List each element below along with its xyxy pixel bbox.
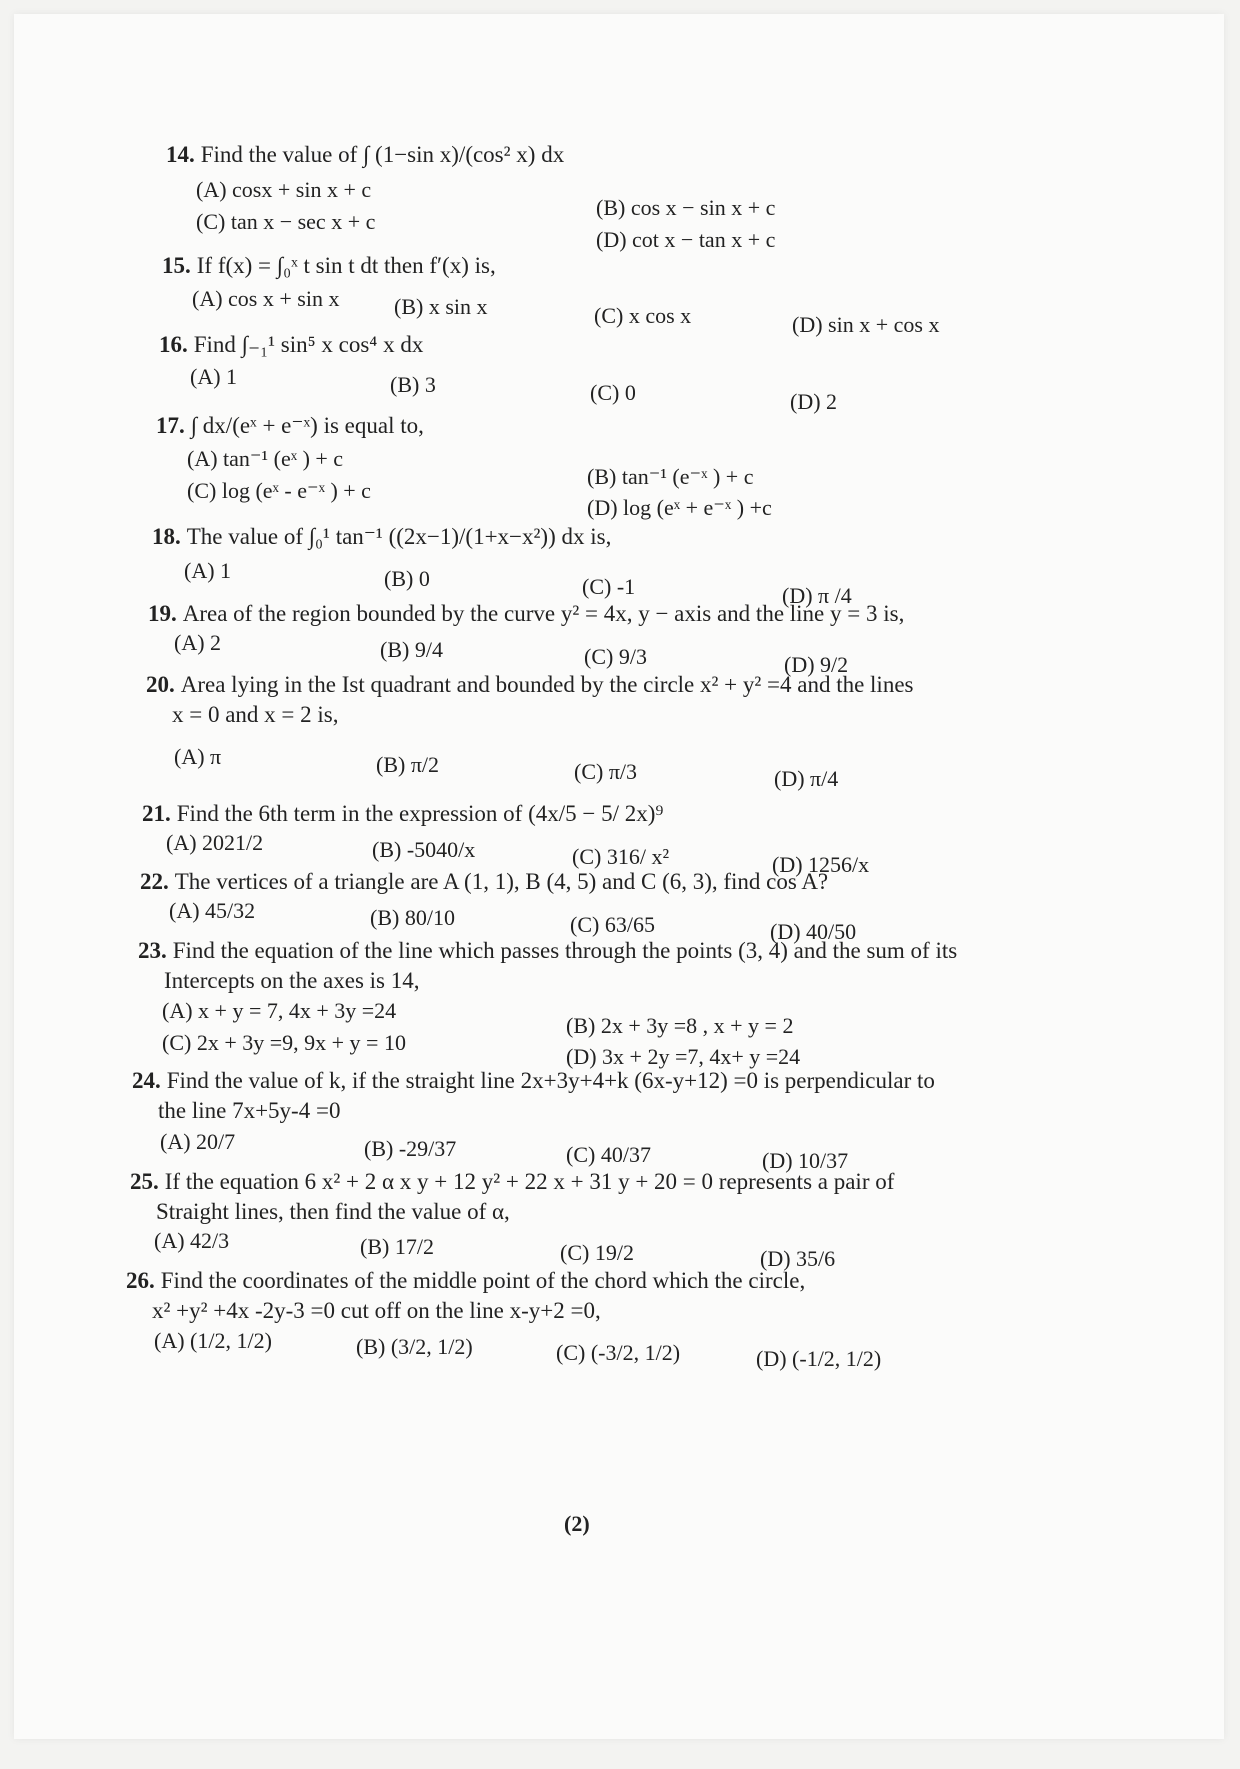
option-c: (C) 63/65 bbox=[570, 912, 655, 937]
question-number: 26. bbox=[126, 1268, 155, 1293]
question-16 bbox=[159, 330, 423, 360]
option-b: (B) -29/37 bbox=[364, 1136, 457, 1161]
exam-page bbox=[14, 14, 1224, 1739]
option-b: (B) π/2 bbox=[376, 752, 440, 777]
question-stem: If f(x) = ∫₀ˣ t sin t dt then f′(x) is, bbox=[196, 253, 496, 278]
option-d: (D) 3x + 2y =7, 4x+ y =24 bbox=[566, 1044, 801, 1069]
option-d: (D) 35/6 bbox=[760, 1246, 836, 1271]
question-24 bbox=[132, 1066, 935, 1126]
option-a: (A) tan⁻¹ (eˣ ) + c bbox=[187, 446, 344, 471]
option-c: (C) tan x − sec x + c bbox=[196, 209, 376, 234]
option-d: (D) sin x + cos x bbox=[792, 312, 940, 337]
option-a: (A) 2021/2 bbox=[166, 830, 264, 855]
page-number: (2) bbox=[564, 1511, 590, 1536]
question-number: 15. bbox=[162, 253, 191, 278]
option-b: (B) x sin x bbox=[394, 294, 488, 319]
question-stem: ∫ dx/(eˣ + e⁻ˣ) is equal to, bbox=[190, 413, 424, 438]
question-stem: Find the value of ∫ (1−sin x)/(cos² x) dx bbox=[200, 142, 565, 167]
question-number: 23. bbox=[138, 938, 167, 963]
question-number: 18. bbox=[152, 524, 181, 549]
option-c: (C) 9/3 bbox=[584, 644, 647, 669]
option-c: (C) (-3/2, 1/2) bbox=[556, 1340, 681, 1365]
option-d: (D) 40/50 bbox=[770, 919, 857, 944]
question-stem: Area of the region bounded by the curve y² = 4x, y − axis and the line y = 3 is, bbox=[182, 601, 905, 626]
question-17 bbox=[156, 411, 424, 441]
question-22 bbox=[140, 867, 828, 897]
option-d: (D) (-1/2, 1/2) bbox=[756, 1346, 882, 1371]
option-c: (C) -1 bbox=[582, 574, 636, 599]
question-stem: The vertices of a triangle are A (1, 1), B (4, 5) and C (6, 3), find cos A? bbox=[174, 869, 829, 894]
option-a: (A) 20/7 bbox=[160, 1129, 236, 1154]
option-a: (A) 1 bbox=[184, 558, 232, 583]
question-25 bbox=[130, 1167, 894, 1227]
option-a: (A) 2 bbox=[174, 630, 222, 655]
option-d: (D) 9/2 bbox=[784, 652, 849, 677]
option-a: (A) x + y = 7, 4x + 3y =24 bbox=[162, 998, 397, 1023]
question-stem: Area lying in the Ist quadrant and bounded by the circle x² + y² =4 and the lines bbox=[180, 672, 914, 697]
question-23 bbox=[138, 936, 957, 996]
option-a: (A) 1 bbox=[190, 364, 238, 389]
question-number: 14. bbox=[166, 142, 195, 167]
question-14 bbox=[166, 140, 564, 170]
question-stem: Find the 6th term in the expression of (4x/5 − 5/ 2x)⁹ bbox=[176, 801, 664, 826]
option-d: (D) log (eˣ + e⁻ˣ ) +c bbox=[587, 495, 772, 520]
question-stem: Find the coordinates of the middle point of the chord which the circle, bbox=[160, 1268, 806, 1293]
option-c: (C) π/3 bbox=[574, 759, 638, 784]
question-20 bbox=[146, 670, 913, 730]
question-stem: If the equation 6 x² + 2 α x y + 12 y² + 22 x + 31 y + 20 = 0 represents a pair of bbox=[164, 1169, 895, 1194]
option-b: (B) 17/2 bbox=[360, 1234, 434, 1259]
option-c: (C) 2x + 3y =9, 9x + y = 10 bbox=[162, 1030, 406, 1055]
question-number: 19. bbox=[148, 601, 177, 626]
question-26 bbox=[126, 1266, 805, 1326]
question-number: 17. bbox=[156, 413, 185, 438]
option-b: (B) (3/2, 1/2) bbox=[356, 1334, 473, 1359]
option-c: (C) x cos x bbox=[594, 303, 692, 328]
option-d: (D) 2 bbox=[790, 389, 838, 414]
question-stem-continued: Intercepts on the axes is 14, bbox=[164, 968, 420, 993]
question-stem-continued: x² +y² +4x -2y-3 =0 cut off on the line x-y+2 =0, bbox=[152, 1298, 601, 1323]
question-number: 21. bbox=[142, 801, 171, 826]
question-number: 24. bbox=[132, 1068, 161, 1093]
question-stem-continued: x = 0 and x = 2 is, bbox=[172, 702, 339, 727]
question-stem: Find ∫₋₁¹ sin⁵ x cos⁴ x dx bbox=[193, 332, 424, 357]
question-stem: The value of ∫₀¹ tan⁻¹ ((2x−1)/(1+x−x²)) dx is, bbox=[186, 524, 612, 549]
question-18 bbox=[152, 522, 611, 552]
option-b: (B) 0 bbox=[384, 566, 430, 591]
option-b: (B) 9/4 bbox=[380, 637, 443, 662]
option-a: (A) π bbox=[174, 744, 222, 769]
option-a: (A) 42/3 bbox=[154, 1228, 230, 1253]
option-b: (B) 80/10 bbox=[370, 905, 455, 930]
option-c: (C) log (eˣ - e⁻ˣ ) + c bbox=[187, 478, 371, 503]
option-d: (D) cot x − tan x + c bbox=[596, 227, 776, 252]
question-stem: Find the value of k, if the straight line 2x+3y+4+k (6x-y+12) =0 is perpendicular to bbox=[166, 1068, 935, 1093]
option-b: (B) 2x + 3y =8 , x + y = 2 bbox=[566, 1013, 794, 1038]
option-c: (C) 19/2 bbox=[560, 1240, 634, 1265]
option-a: (A) cosx + sin x + c bbox=[196, 177, 372, 202]
option-b: (B) -5040/x bbox=[372, 837, 476, 862]
option-d: (D) π/4 bbox=[774, 766, 839, 791]
question-number: 16. bbox=[159, 332, 188, 357]
option-d: (D) 10/37 bbox=[762, 1148, 849, 1173]
question-19 bbox=[148, 599, 904, 629]
question-number: 20. bbox=[146, 672, 175, 697]
option-c: (C) 0 bbox=[590, 380, 636, 405]
option-d: (D) 1256/x bbox=[772, 852, 870, 877]
question-stem-continued: the line 7x+5y-4 =0 bbox=[158, 1098, 341, 1123]
question-number: 25. bbox=[130, 1169, 159, 1194]
option-a: (A) (1/2, 1/2) bbox=[154, 1328, 272, 1353]
option-b: (B) 3 bbox=[390, 372, 436, 397]
option-c: (C) 40/37 bbox=[566, 1142, 651, 1167]
option-b: (B) tan⁻¹ (e⁻ˣ ) + c bbox=[587, 464, 754, 489]
option-a: (A) 45/32 bbox=[169, 898, 256, 923]
question-21 bbox=[142, 799, 663, 829]
option-b: (B) cos x − sin x + c bbox=[596, 195, 776, 220]
option-d: (D) π /4 bbox=[782, 583, 852, 608]
question-stem-continued: Straight lines, then find the value of α, bbox=[156, 1199, 510, 1224]
option-a: (A) cos x + sin x bbox=[192, 286, 340, 311]
question-stem: Find the equation of the line which passes through the points (3, 4) and the sum of its bbox=[172, 938, 958, 963]
question-15 bbox=[162, 251, 496, 281]
question-number: 22. bbox=[140, 869, 169, 894]
option-c: (C) 316/ x² bbox=[572, 844, 670, 869]
